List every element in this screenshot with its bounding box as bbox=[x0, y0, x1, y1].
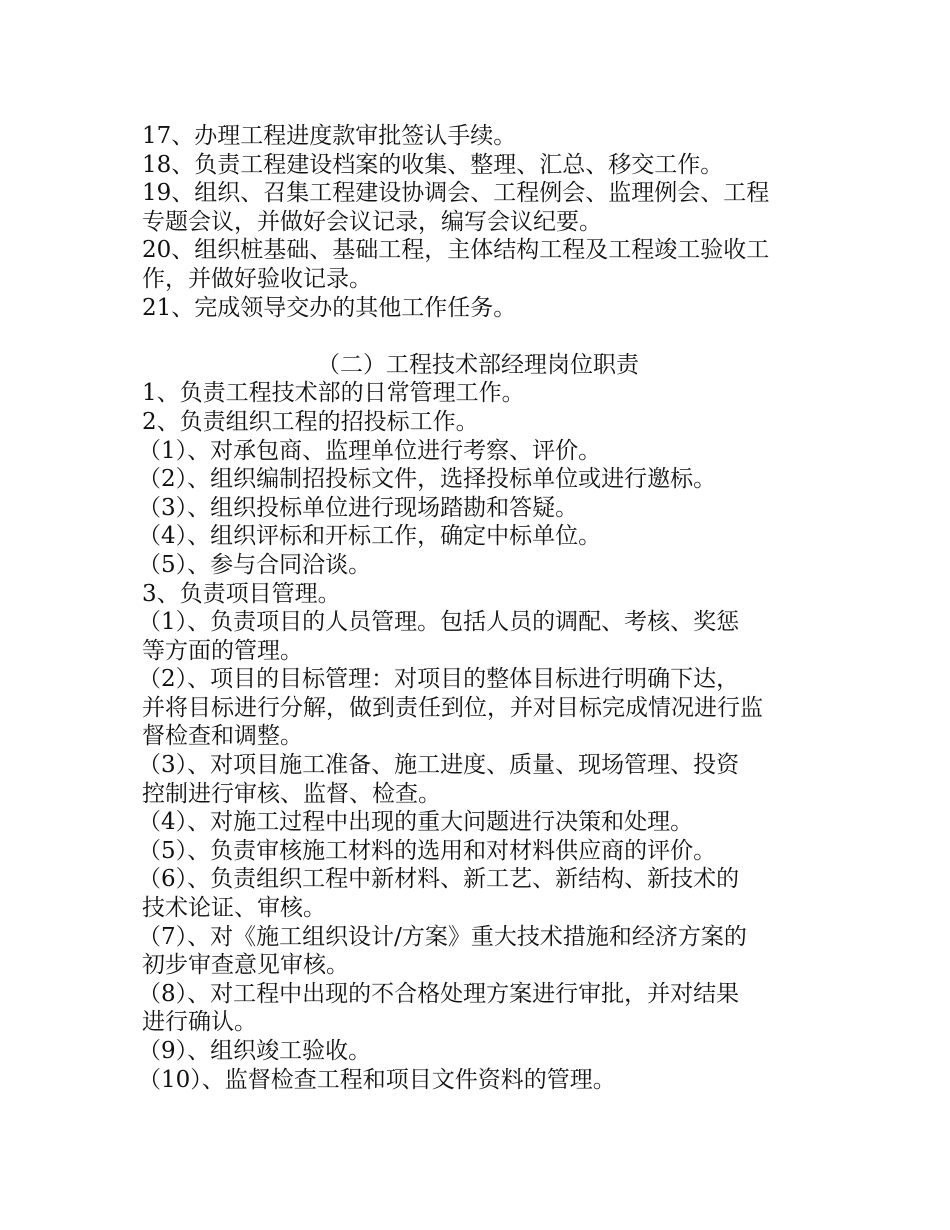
text-line: 技术论证、审核。 bbox=[142, 895, 326, 922]
text-line: 2、负责组织工程的招投标工作。 bbox=[142, 408, 479, 435]
text-line: 20、组织桩基础、基础工程，主体结构工程及工程竣工验收工 bbox=[142, 237, 770, 264]
text-line: 17、办理工程进度款审批签认手续。 bbox=[142, 123, 517, 149]
text-line: 专题会议，并做好会议记录，编写会议纪要。 bbox=[142, 208, 602, 235]
text-line: 21、完成领导交办的其他工作任务。 bbox=[142, 294, 517, 321]
text-line: （2）、项目的目标管理：对项目的整体目标进行明确下达， bbox=[138, 666, 740, 693]
document-page bbox=[138, 122, 814, 1094]
text-line: （3）、组织投标单位进行现场踏勘和答疑。 bbox=[138, 494, 579, 521]
text-line: （4）、组织评标和开标工作，确定中标单位。 bbox=[138, 523, 602, 550]
text-line: 并将目标进行分解，做到责任到位，并对目标完成情况进行监 bbox=[142, 694, 763, 721]
text-line: （1）、对承包商、监理单位进行考察、评价。 bbox=[138, 437, 602, 464]
text-line: 进行确认。 bbox=[142, 1009, 257, 1036]
text-line: 19、组织、召集工程建设协调会、工程例会、监理例会、工程 bbox=[142, 180, 770, 207]
text-line: 初步审查意见审核。 bbox=[142, 952, 349, 979]
text-line: 18、负责工程建设档案的收集、整理、汇总、移交工作。 bbox=[142, 151, 724, 178]
text-line: （10）、监督检查工程和项目文件资料的管理。 bbox=[138, 1066, 616, 1093]
text-line: （9）、组织竣工验收。 bbox=[138, 1038, 372, 1064]
section-title: （二）工程技术部经理岗位职责 bbox=[317, 351, 639, 378]
text-line: （5）、参与合同洽谈。 bbox=[138, 551, 372, 578]
text-line: 督检查和调整。 bbox=[142, 723, 303, 750]
text-line: （2）、组织编制招投标文件，选择投标单位或进行邀标。 bbox=[138, 466, 717, 493]
blank-line bbox=[142, 322, 814, 351]
text-line: 等方面的管理。 bbox=[142, 637, 303, 664]
text-line: （1）、负责项目的人员管理。包括人员的调配、考核、奖惩 bbox=[138, 609, 740, 636]
text-line: （3）、对项目施工准备、施工进度、质量、现场管理、投资 bbox=[138, 752, 740, 779]
text-line: 3、负责项目管理。 bbox=[142, 580, 341, 607]
text-line: 作，并做好验收记录。 bbox=[142, 265, 372, 292]
text-line: 1、负责工程技术部的日常管理工作。 bbox=[142, 380, 525, 407]
text-line: （8）、对工程中出现的不合格处理方案进行审批，并对结果 bbox=[138, 980, 740, 1007]
text-line: （5）、负责审核施工材料的选用和对材料供应商的评价。 bbox=[138, 837, 717, 864]
text-line: 控制进行审核、监督、检查。 bbox=[142, 780, 441, 807]
text-line: （6）、负责组织工程中新材料、新工艺、新结构、新技术的 bbox=[138, 866, 740, 893]
text-line: （4）、对施工过程中出现的重大问题进行决策和处理。 bbox=[138, 809, 694, 836]
text-line: （7）、对《施工组织设计/方案》重大技术措施和经济方案的 bbox=[138, 923, 747, 950]
